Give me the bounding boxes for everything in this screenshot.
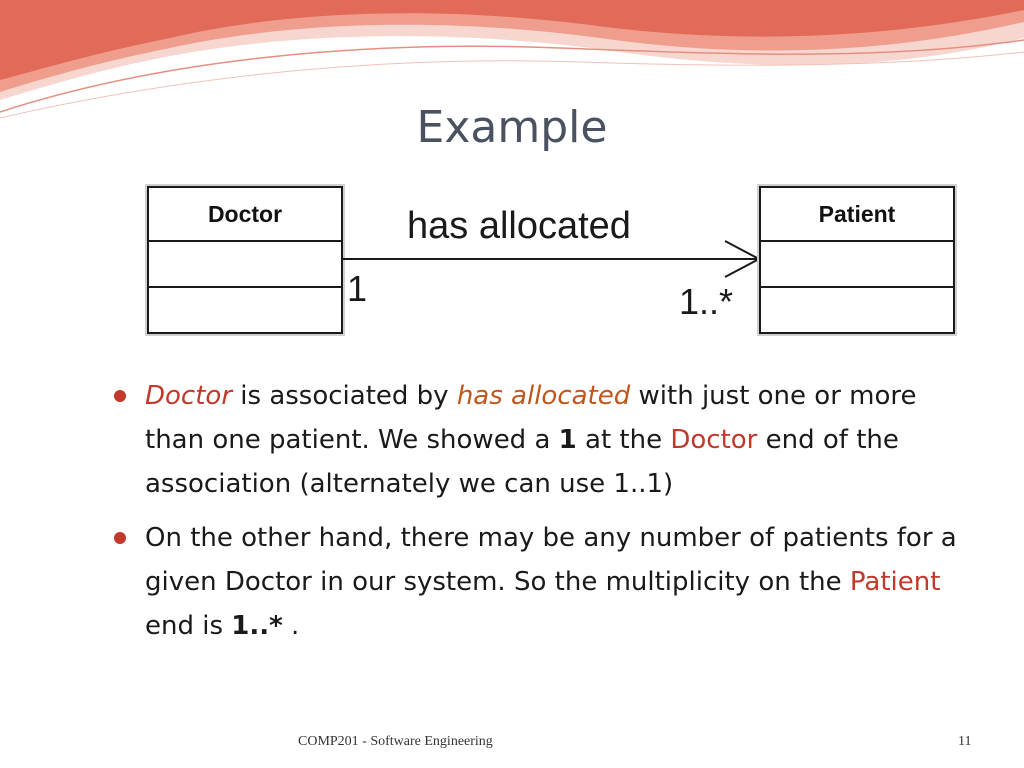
bullet-dot-icon [114, 532, 126, 544]
patient-attributes-compartment [761, 242, 953, 288]
bullet-text-segment: On the other hand, there may be any number of patients for a given Doctor in our system. So the multiplicity on the [145, 523, 957, 597]
patient-class-box [759, 186, 955, 334]
bullet-list [108, 374, 958, 658]
bullet-item [108, 374, 958, 506]
doctor-multiplicity: 1 [347, 268, 368, 309]
bullet-text-segment: end is [145, 611, 232, 641]
bullet-item [108, 516, 958, 648]
patient-operations-compartment [761, 288, 953, 332]
uml-association-diagram [143, 183, 957, 336]
doctor-class-name: Doctor [149, 188, 341, 242]
bullet-text-segment: 1 [558, 425, 577, 455]
doctor-operations-compartment [149, 288, 341, 332]
bullet-text-segment: with just one or more than one patient. We showed a [145, 381, 917, 455]
doctor-attributes-compartment [149, 242, 341, 288]
footer-course-title: COMP201 - Software Engineering [298, 734, 493, 749]
bullet-text-segment: at the [576, 425, 671, 455]
bullet-text-segment: end of the association (alternately we can use 1..1) [145, 425, 899, 499]
doctor-class-box [147, 186, 343, 334]
patient-multiplicity: 1..* [679, 281, 734, 322]
bullet-text-segment: is associated by [232, 381, 457, 411]
footer-page-number: 11 [958, 734, 972, 749]
bullet-text-segment: Doctor [145, 381, 233, 411]
bullet-text-segment: Doctor [670, 425, 758, 455]
bullet-dot-icon [114, 390, 126, 402]
patient-class-name: Patient [761, 188, 953, 242]
association-label: has allocated [407, 205, 631, 247]
bullet-text-segment: 1..* [231, 611, 283, 641]
bullet-text-segment: Patient [849, 567, 941, 597]
slide-footer [0, 734, 1024, 754]
bullet-text-segment: . [282, 611, 300, 641]
bullet-text-segment: has allocated [456, 381, 631, 411]
slide-title: Example [416, 102, 608, 153]
